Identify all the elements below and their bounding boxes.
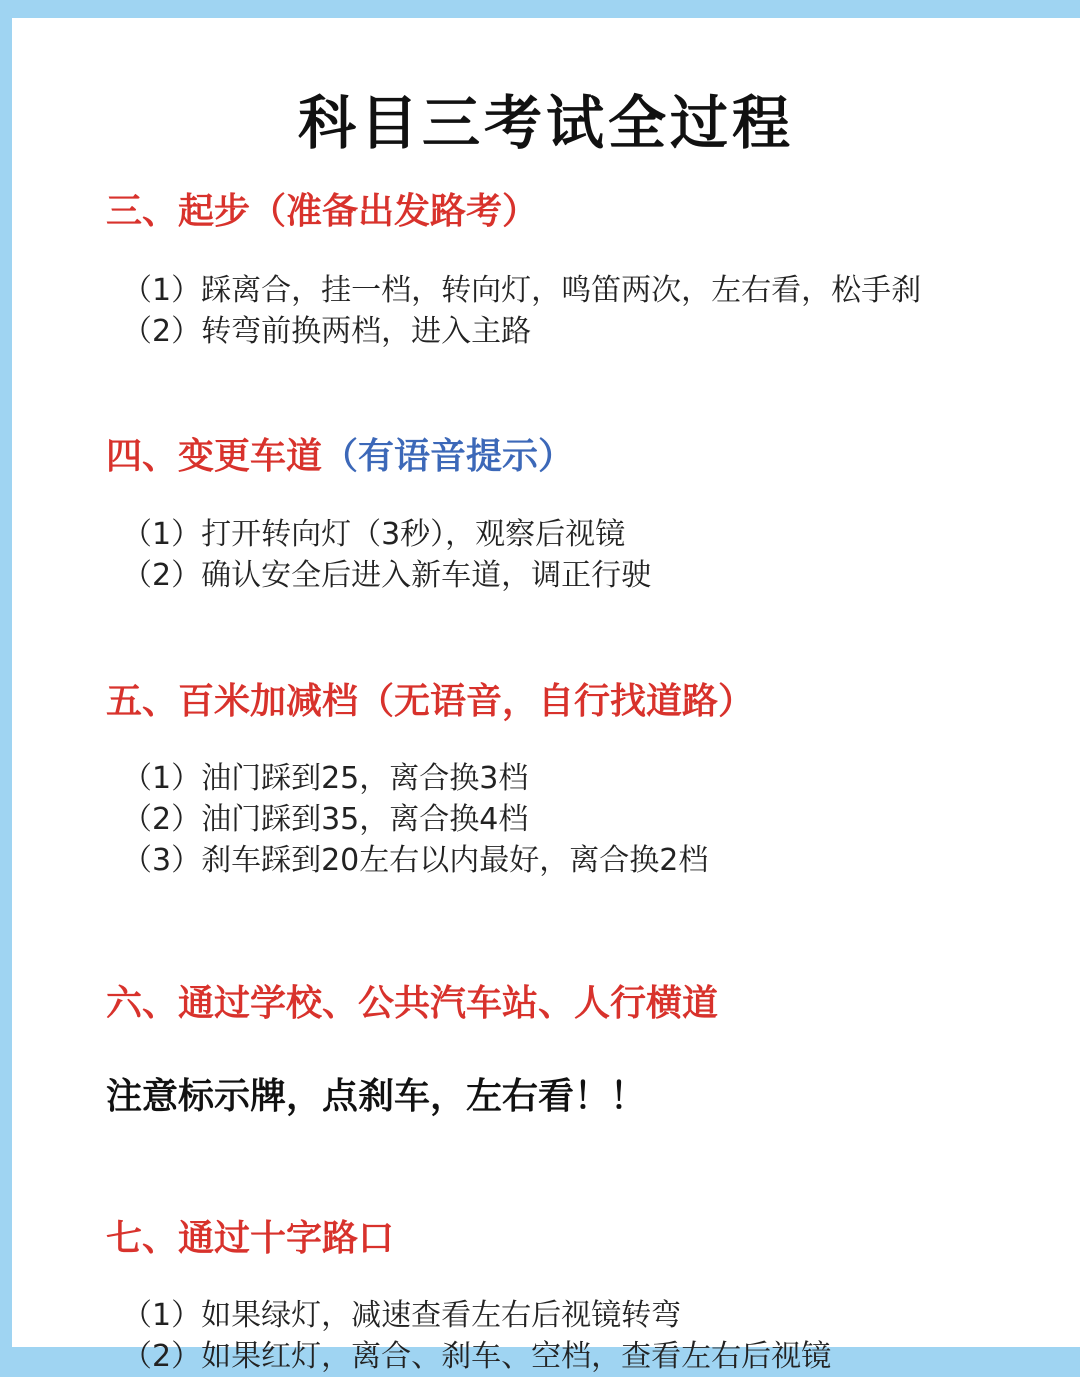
section-start-list <box>122 270 921 352</box>
section-heading-lane-change-main: 四、变更车道 <box>106 436 323 477</box>
section-heading-gear-shift: 五、百米加减档（无语音，自行找道路） <box>106 681 755 722</box>
list-item: （2）确认安全后进入新车道，调正行驶 <box>122 558 652 593</box>
list-item: （1）油门踩到25，离合换3档 <box>122 761 529 796</box>
section-lane-change-list <box>122 514 651 596</box>
document-card <box>12 18 1080 1374</box>
section-intersection-list <box>122 1295 831 1377</box>
list-item: （2）油门踩到35，离合换4档 <box>122 802 529 837</box>
section-gear-shift-list <box>122 758 708 881</box>
list-item: （1）踩离合，挂一档，转向灯，鸣笛两次，左右看，松手刹 <box>122 273 922 308</box>
list-item: （2）转弯前换两档，进入主路 <box>122 314 532 349</box>
section-heading-lane-change-note: （有语音提示） <box>322 436 575 477</box>
section-school-crossing-note: 注意标示牌，点刹车，左右看！！ <box>106 1076 647 1117</box>
list-item: （3）刹车踩到20左右以内最好，离合换2档 <box>122 843 709 878</box>
section-heading-start: 三、起步（准备出发路考） <box>106 191 539 232</box>
section-heading-school-crossing: 六、通过学校、公共汽车站、人行横道 <box>106 983 719 1024</box>
section-heading-lane-change <box>106 428 574 479</box>
list-item: （1）打开转向灯（3秒），观察后视镜 <box>122 517 626 552</box>
section-heading-intersection: 七、通过十字路口 <box>106 1218 395 1259</box>
list-item: （2）如果红灯，离合、刹车、空档，查看左右后视镜 <box>122 1339 832 1374</box>
page-title: 科目三考试全过程 <box>297 89 794 157</box>
list-item: （1）如果绿灯，减速查看左右后视镜转弯 <box>122 1298 682 1333</box>
